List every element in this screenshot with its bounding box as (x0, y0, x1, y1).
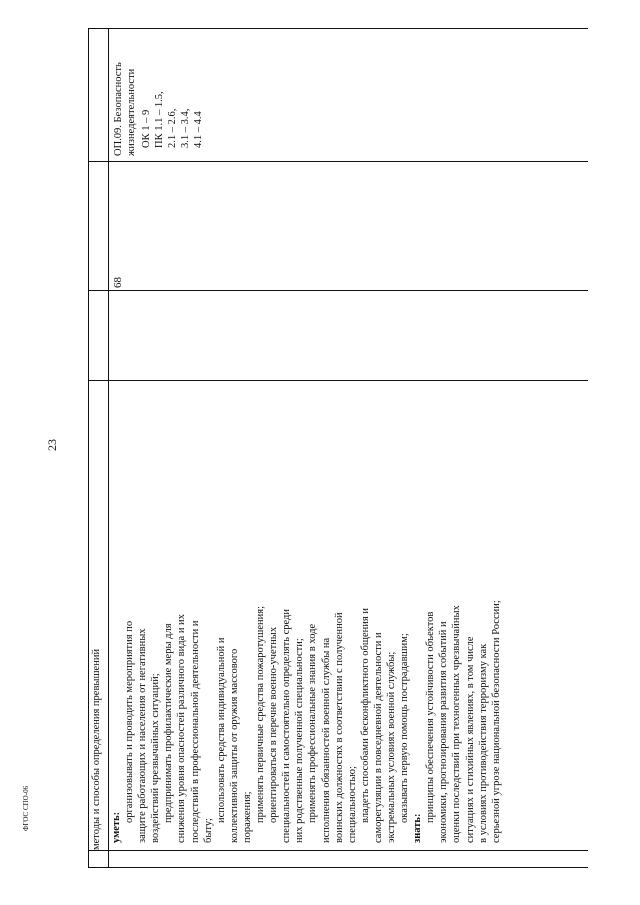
table-left-border (88, 867, 588, 868)
rotated-table (88, 28, 588, 868)
skills-line: специальностью; (346, 766, 358, 843)
skills-line: в условиях противодействия терроризму как (477, 643, 489, 843)
column-divider-4 (88, 161, 588, 162)
skills-line: применять первичные средства пожаротушения; (255, 605, 267, 823)
skills-line: них родственные полученной специальности; (294, 638, 306, 843)
skills-line: организовывать и проводить мероприятия по (124, 620, 136, 823)
column-divider-3 (88, 290, 588, 291)
competency-line: 2.1 – 2.6, (167, 108, 179, 148)
skills-line: предпринимать профилактические меры для (163, 623, 175, 823)
skills-line: экстремальных условиях военной службы; (385, 651, 397, 843)
skills-line: оказывать первую помощь пострадавшим; (399, 633, 411, 823)
skills-line: саморегуляции в повседневной деятельности и (372, 632, 384, 843)
skills-line: серьезной угрозе национальной безопасности России; (490, 600, 502, 843)
competency-line: ОК 1 – 9 (141, 109, 152, 148)
discipline-line: ОП.09. Безопасность (113, 62, 124, 156)
skills-line: последствий в профессиональной деятельности и (189, 620, 201, 843)
competency-line: 3.1 – 3.4, (180, 108, 192, 148)
skills-line: применять профессиональные знания в ходе (307, 623, 319, 823)
table-top-border (88, 28, 89, 868)
hours-cell: 68 (112, 277, 124, 288)
header-row-text: методы и способы определения превышений (91, 648, 102, 850)
skills-line: использовать средства индивидуальной и (215, 637, 227, 823)
skills-line: ориентироваться в перечне военно-учетных (268, 626, 280, 823)
skills-line: защите работающих и населения от негативных (137, 628, 149, 843)
skills-line: оценки последствий при техногенных чрезвычайных (451, 605, 463, 843)
competency-line: ПК 1.1 – 1.5, (154, 91, 166, 148)
competency-line: 4.1 – 4.4 (193, 111, 205, 148)
skills-line: исполнения обязанностей военной службы на (320, 637, 332, 843)
competencies-cell (140, 38, 205, 148)
skills-line: специальностей и самостоятельно определять среди (281, 609, 293, 843)
skills-knowledge-cell (110, 381, 503, 851)
skills-line: принципы обеспечения устойчивости объектов (425, 611, 437, 823)
skills-line: уметь: (111, 811, 122, 843)
skills-line: владеть способами бесконфликтного общения и (359, 608, 371, 823)
header-separator (108, 28, 109, 868)
table-right-border (88, 28, 588, 29)
skills-line: быту; (202, 818, 214, 843)
skills-line: экономики, прогнозирования развития событий и (438, 621, 450, 843)
skills-line: знать: (412, 813, 424, 843)
skills-line: снижения уровня опасностей различного вида и их (176, 614, 188, 843)
footer-mark: ФГОС СПО-06 (22, 785, 30, 831)
page-number: 23 (45, 439, 59, 451)
skills-line: воздействий чрезвычайных ситуаций; (150, 673, 162, 843)
skills-line: поражения; (241, 791, 253, 843)
skills-line: воинских должностях в соответствии с полученной (333, 612, 345, 843)
skills-line: ситуациях и стихийных явлениях, в том числе (464, 636, 476, 843)
discipline-line: жизнедеятельности (126, 68, 138, 156)
discipline-cell (112, 56, 138, 156)
skills-line: коллективной защиты от оружия массового (228, 648, 240, 843)
